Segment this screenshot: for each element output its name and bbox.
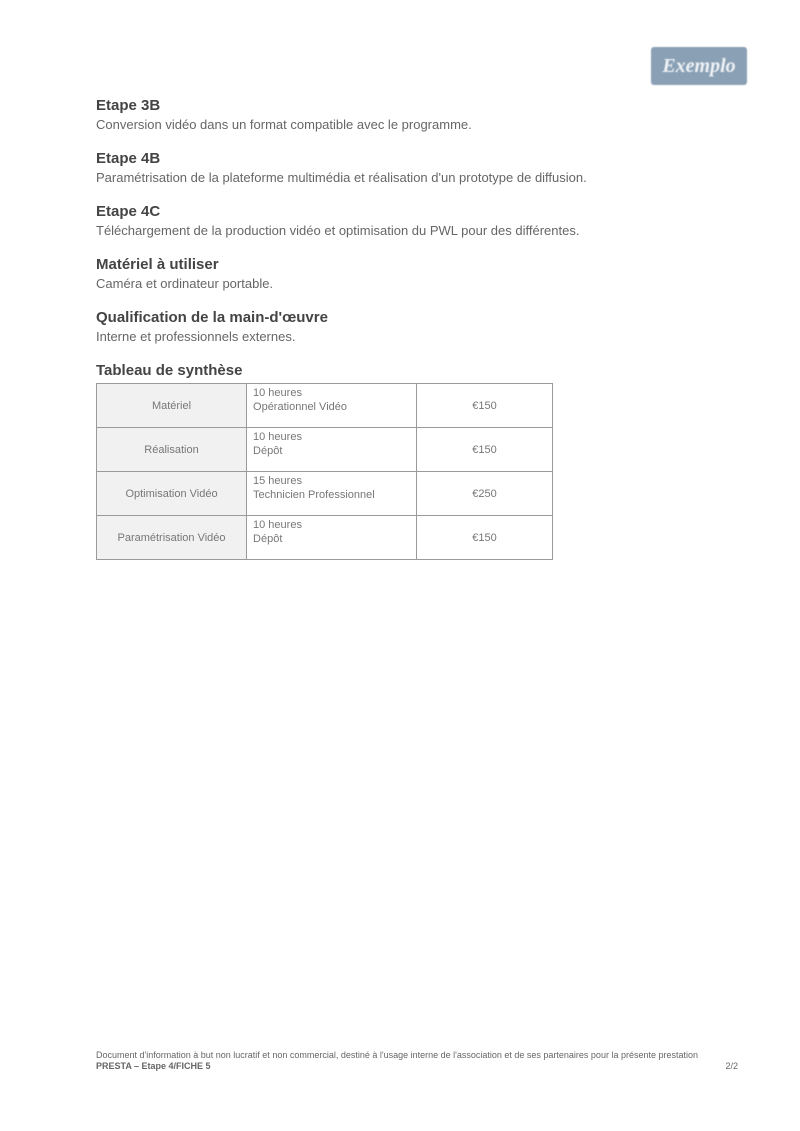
section-heading: Qualification de la main-d'œuvre [96, 309, 328, 326]
row-label: Matériel [97, 384, 247, 428]
section-etape-4c [96, 202, 716, 240]
section-text: Interne et professionnels externes. [96, 329, 296, 344]
table-row [97, 472, 553, 516]
section-text: Paramétrisation de la plateforme multimédia et réalisation d'un prototype de diffusion. [96, 170, 587, 185]
section-heading: Etape 4C [96, 203, 161, 220]
table-row [97, 516, 553, 560]
section-text: Conversion vidéo dans un format compatible avec le programme. [96, 117, 472, 132]
row-hours: 10 heures [253, 519, 302, 531]
row-amount: €150 [417, 516, 553, 560]
row-role: Technicien Professionnel [253, 489, 375, 501]
section-text: Téléchargement de la production vidéo et optimisation du PWL pour des différentes. [96, 223, 580, 238]
section-heading: Etape 4B [96, 150, 161, 167]
row-hours: 10 heures [253, 387, 302, 399]
row-amount: €250 [417, 472, 553, 516]
section-etape-4b [96, 149, 716, 187]
page-badge: Exemplo [651, 47, 747, 85]
row-role: Dépôt [253, 533, 283, 545]
row-hours: 10 heures [253, 431, 302, 443]
row-role: Dépôt [253, 445, 283, 457]
synthesis-table [96, 383, 553, 560]
row-description [247, 516, 417, 560]
row-hours: 15 heures [253, 475, 302, 487]
page-footer [96, 1050, 738, 1072]
row-amount: €150 [417, 384, 553, 428]
row-label: Réalisation [97, 428, 247, 472]
footer-disclaimer: Document d'information à but non lucratif et non commercial, destiné à l'usage interne de l'association et de ses partenaires pour la présente prestation [96, 1050, 698, 1060]
row-description [247, 428, 417, 472]
section-etape-3b [96, 96, 716, 134]
synthesis-table-block [96, 361, 716, 560]
page-number: 2/2 [725, 1061, 738, 1071]
footer-reference: PRESTA – Etape 4/FICHE 5 [96, 1061, 211, 1071]
table-row [97, 384, 553, 428]
section-text: Caméra et ordinateur portable. [96, 276, 274, 291]
section-heading: Etape 3B [96, 97, 161, 114]
table-heading: Tableau de synthèse [96, 362, 243, 379]
section-heading: Matériel à utiliser [96, 256, 219, 273]
row-description [247, 384, 417, 428]
section-qualification [96, 308, 716, 346]
document-body [96, 96, 716, 560]
table-row [97, 428, 553, 472]
row-role: Opérationnel Vidéo [253, 401, 347, 413]
row-amount: €150 [417, 428, 553, 472]
row-description [247, 472, 417, 516]
row-label: Optimisation Vidéo [97, 472, 247, 516]
footer-row [96, 1061, 738, 1072]
row-label: Paramétrisation Vidéo [97, 516, 247, 560]
section-materiel [96, 255, 716, 293]
